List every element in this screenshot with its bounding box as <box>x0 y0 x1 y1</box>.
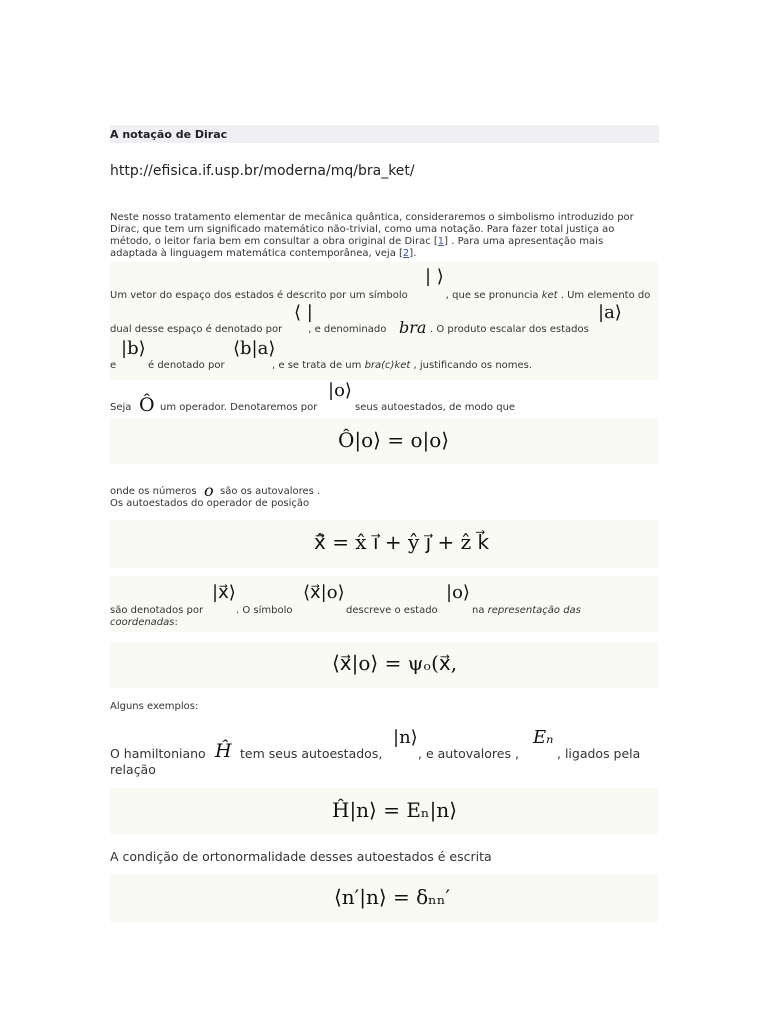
coord-text-b: . O símbolo <box>236 605 293 616</box>
operator-text-f: Os autoestados do operador de posição <box>110 498 310 509</box>
ket-text-a: Um vetor do espaço dos estados é descrito por um símbolo <box>110 290 408 301</box>
ket-a-symbol: |a⟩ <box>598 302 622 323</box>
operator-text-e: são os autovalores . <box>220 486 321 497</box>
coord-line-1-end <box>472 605 581 617</box>
ket-line-2 <box>110 324 386 336</box>
examples-text-b: tem seus autoestados, <box>240 746 383 761</box>
ket-text-f: . O produto escalar dos estados <box>430 324 589 335</box>
operator-text-d: onde os números <box>110 486 197 497</box>
operator-text-c: seus autoestados, de modo que <box>355 402 516 413</box>
page-title: A notação de Dirac <box>110 128 228 141</box>
ket-text-j: , justificando os nomes. <box>413 360 533 371</box>
coord-text-a: são denotados por <box>110 605 204 616</box>
ket-text-d: dual desse espaço é denotado por <box>110 324 283 335</box>
braket-word: bra(c)ket <box>364 360 411 371</box>
reference-link-1[interactable]: 1 <box>437 236 445 247</box>
reference-link-2[interactable]: 2 <box>402 248 410 259</box>
examples-text-c: , e autovalores , <box>418 746 519 761</box>
ket-line-1 <box>110 290 650 302</box>
representation-word: representação das <box>487 605 581 616</box>
intro-line-1: Neste nosso tratamento elementar de mecânica quântica, consideraremos o simbolismo introduzido por <box>110 212 634 223</box>
ket-text-h: é denotado por <box>148 360 225 371</box>
ket-text-c: . Um elemento do <box>560 290 651 301</box>
ket-b-symbol: |b⟩ <box>121 338 146 359</box>
ket-o-symbol-2: |o⟩ <box>446 582 470 603</box>
ket-text-e: , e denominado <box>308 324 387 335</box>
examples-text-d: , ligados pela <box>557 746 641 761</box>
energy-En-symbol: Eₙ <box>533 727 554 748</box>
operator-text-b: um operador. Denotaremos por <box>160 402 318 413</box>
intro-line-4-post: ]. <box>409 248 417 259</box>
coord-paragraph-band <box>110 576 658 632</box>
ket-symbol: | ⟩ <box>425 266 444 287</box>
coord-line-2 <box>110 617 178 629</box>
equation-1: Ô|o⟩ = o|o⟩ <box>338 428 450 452</box>
examples-text-f: A condição de ortonormalidade desses autoestados é escrita <box>110 849 492 864</box>
eigenvalue-o: o <box>204 481 214 500</box>
operator-text-a: Seja <box>110 402 132 413</box>
bra-symbol: ⟨ | <box>294 302 313 323</box>
equation-3: ⟨x⃗|o⟩ = ψₒ(x⃗, <box>332 651 458 675</box>
examples-label: Alguns exemplos: <box>110 701 199 712</box>
bra-word: bra <box>399 318 427 337</box>
ket-o-symbol: |o⟩ <box>328 380 352 401</box>
coordinates-word: coordenadas <box>110 617 175 628</box>
examples-text-e: relação <box>110 762 156 777</box>
hamiltonian-H-symbol: Ĥ <box>215 740 232 762</box>
coord-text-c: descreve o estado <box>346 605 438 616</box>
equation-4: Ĥ|n⟩ = Eₙ|n⟩ <box>332 798 458 822</box>
ket-line-3-end <box>272 360 532 372</box>
operator-O-symbol: Ô <box>139 394 155 416</box>
braket-ba-symbol: ⟨b|a⟩ <box>233 338 276 359</box>
source-url: http://efisica.if.usp.br/moderna/mq/bra_ket/ <box>110 163 415 179</box>
ket-text-i: , e se trata de um <box>272 360 362 371</box>
intro-line-3-post: ] . Para uma apresentação mais <box>444 236 604 247</box>
coord-text-d: na <box>472 605 485 616</box>
intro-line-4-pre: adaptada à linguagem matemática contemporânea, veja [ <box>110 248 403 259</box>
ket-word: ket <box>541 290 558 301</box>
ket-text-b: , que se pronuncia <box>445 290 539 301</box>
equation-2: x̂⃗ = x̂ i⃗ + ŷ j⃗ + ẑ k⃗ <box>314 530 490 554</box>
intro-line-2: Dirac, que tem um significado matemático não-trivial, como uma notação. Para fazer total justiça ao <box>110 224 615 235</box>
intro-line-3 <box>110 236 603 248</box>
intro-line-4 <box>110 248 416 260</box>
examples-text-a: O hamiltoniano <box>110 746 206 761</box>
intro-line-3-pre: método, o leitor faria bem em consultar a obra original de Dirac [ <box>110 236 438 247</box>
equation-5: ⟨n′|n⟩ = δₙₙ′ <box>334 885 451 909</box>
ket-x-symbol: |x⃗⟩ <box>212 582 236 603</box>
braket-xo-symbol: ⟨x⃗|o⟩ <box>303 582 345 603</box>
coord-text-e: : <box>174 617 178 628</box>
ket-text-g: e <box>110 360 117 371</box>
ket-n-symbol: |n⟩ <box>393 727 418 748</box>
